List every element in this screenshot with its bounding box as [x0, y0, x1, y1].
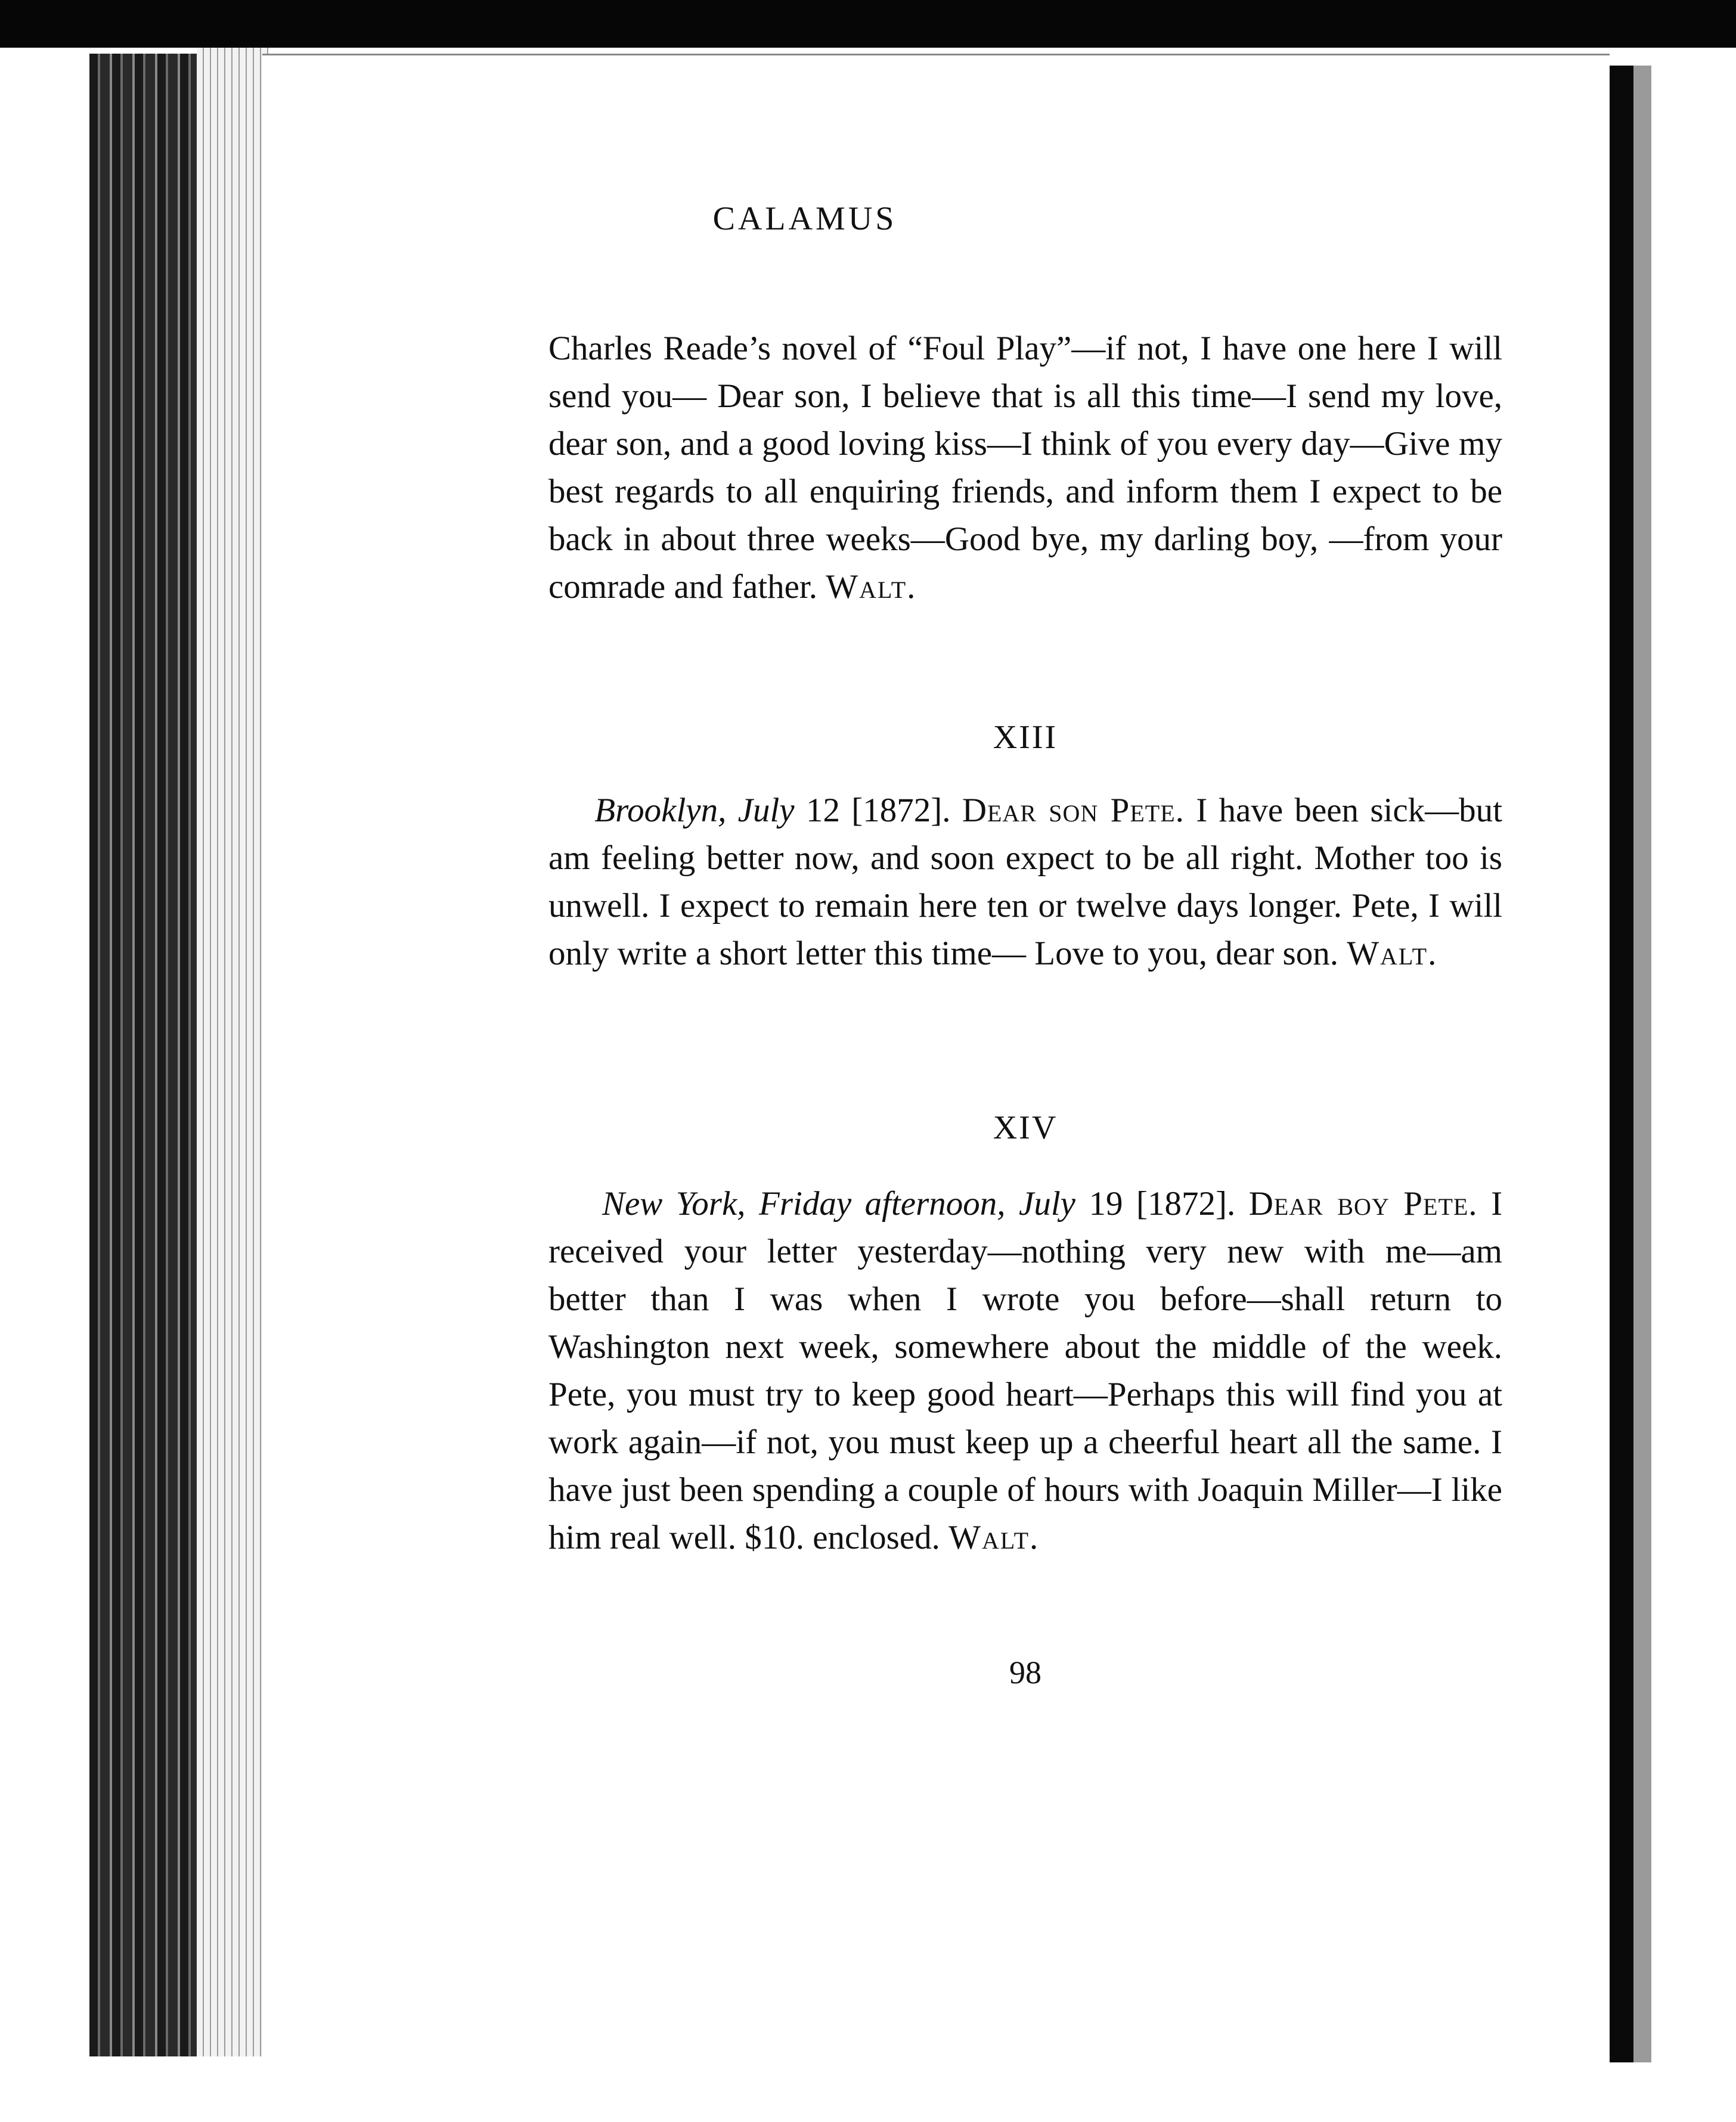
- scan-top-border: [0, 0, 1736, 48]
- page-number: 98: [1009, 1655, 1041, 1690]
- salutation: Dear boy Pete.: [1248, 1185, 1478, 1223]
- date-day: 19: [1089, 1185, 1123, 1223]
- section-heading-13: XIII: [993, 719, 1058, 756]
- place-date: New York, Friday afternoon, July: [602, 1185, 1075, 1223]
- scan-bottom-margin: [0, 2086, 1736, 2122]
- date-year: [1872].: [851, 792, 951, 829]
- scan-right-margin: [1651, 66, 1736, 2086]
- paragraph-text: Charles Reade’s novel of “Foul Play”—if not, I have one here I will send you— Dear son, I believe that is all this time—I send my love, dear son, and a good loving kiss—I think of you every day—Give my best regards to all enquiring friends, and inform them I expect to be back in about three weeks—Good bye, my darling boy, —from your comrade and father.: [548, 330, 1502, 606]
- date-year: [1872].: [1136, 1185, 1236, 1223]
- letter-text: I have been sick—but am feeling better now, and soon expect to be all right. Mother too is unwell. I expect to remain here ten or twelve days longer. Pete, I will only write a short letter this time— Love to you, dear son.: [548, 792, 1503, 972]
- date-day: 12: [805, 792, 840, 829]
- letter-13: [548, 787, 1502, 978]
- salutation: Dear son Pete.: [962, 792, 1185, 829]
- signature: Walt.: [1347, 935, 1438, 972]
- scan-right-border-shade: [1633, 66, 1651, 2062]
- section-heading-14: XIV: [993, 1109, 1058, 1146]
- signature: Walt.: [826, 568, 917, 606]
- running-head: CALAMUS: [712, 200, 897, 237]
- letter-14: [548, 1180, 1502, 1562]
- place-date: Brooklyn, July: [594, 792, 795, 829]
- book-page-edges-inner: [197, 48, 268, 2056]
- letter-text: I received your letter yesterday—nothing very new with me—am better than I was when I wrote you before—shall return to Washington next week, somewhere about the middle of the week. Pete, you must try to keep good heart—Perhaps this will find you at work again—if not, you must keep up a cheerful heart all the same. I have just been spending a couple of hours with Joaquin Miller—I like him real well. $10. enclosed.: [548, 1185, 1503, 1556]
- scan-right-border: [1610, 66, 1633, 2062]
- signature: Walt.: [948, 1519, 1040, 1556]
- paragraph-continued: [548, 325, 1502, 611]
